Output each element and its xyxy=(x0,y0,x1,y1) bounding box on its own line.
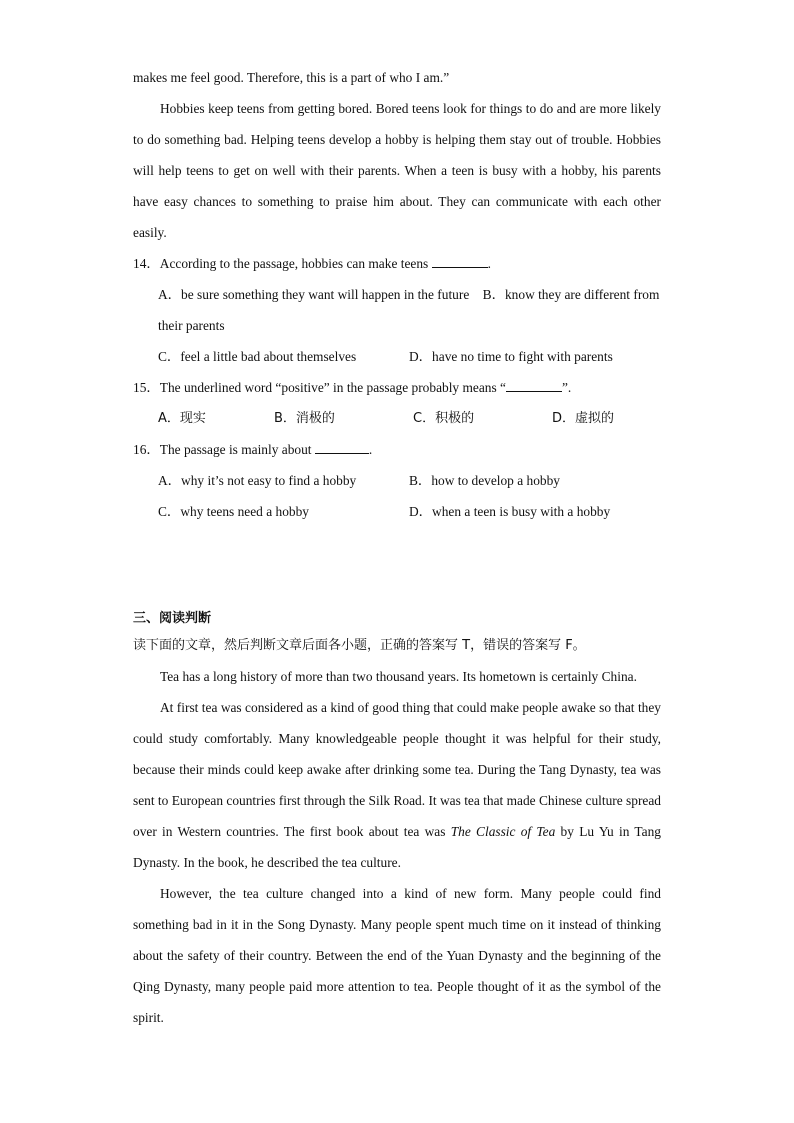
question-stem: The passage is mainly about xyxy=(159,442,312,457)
option-d: D．have no time to fight with parents xyxy=(409,349,613,364)
answer-blank xyxy=(432,254,488,268)
question-stem-end: ”. xyxy=(561,380,572,395)
passage-text: by Lu Yu in Tang Dynasty. In the book, he described the tea culture. xyxy=(133,824,661,870)
passage-paragraph: Hobbies keep teens from getting bored. Bored teens look for things to do and are more likely to do something bad. Helping teens develop a hobby is helping them stay out of trouble. Hobbies will help teens to get on well with their parents. When a teen is busy with a hobby, his parents have easy chances to something to praise him about. They can communicate with each other easily. xyxy=(133,101,661,240)
option-a: A．why it’s not easy to find a hobby xyxy=(158,473,357,488)
option-row xyxy=(133,341,661,372)
option-row xyxy=(133,465,661,496)
question-stem-end: . xyxy=(368,442,373,457)
section-instruction: 读下面的文章，然后判断文章后面各小题，正确的答案写 T，错误的答案写 F。 xyxy=(133,638,586,653)
passage-paragraph: Tea has a long history of more than two thousand years. Its hometown is certainly China. xyxy=(160,669,637,684)
question-stem-end: . xyxy=(487,256,491,271)
question-number: 14． xyxy=(133,256,160,271)
answer-blank xyxy=(506,378,562,392)
question-14 xyxy=(133,248,661,279)
passage-paragraph: However, the tea culture changed into a kind of new form. Many people could find something bad in it in the Song Dynasty. Many people spent much time on it instead of thinking about the safety of their country. Between the end of the Yuan Dynasty and the beginning of the Qing Dynasty, many people paid more attention to tea. People thought of it as the symbol of the spirit. xyxy=(133,886,661,1025)
option-a: A．现实 xyxy=(158,411,206,426)
option-b: B．消极的 xyxy=(274,411,335,426)
option-b: B．how to develop a hobby xyxy=(409,473,560,488)
document-page xyxy=(133,62,661,1033)
answer-blank xyxy=(315,440,369,454)
question-number: 16． xyxy=(133,442,160,457)
option-b: B．know they are different from their parents xyxy=(158,287,660,333)
question-16 xyxy=(133,434,661,465)
question-stem: According to the passage, hobbies can make teens xyxy=(159,256,429,271)
passage-text: At first tea was considered as a kind of good thing that could make people awake so that they could study comfortably. Many knowledgeable people thought it was helpful for their study, because their minds could keep awake after drinking some tea. During the Tang Dynasty, tea was sent to European countries first through the Silk Road. It was tea that made Chinese culture spread over in Western countries. The first book about tea was xyxy=(133,700,661,839)
option-row xyxy=(133,403,661,434)
option-d: D．虚拟的 xyxy=(552,411,615,426)
book-title: The Classic of Tea xyxy=(450,824,556,839)
option-a: A．be sure something they want will happen in the future xyxy=(158,287,470,302)
option-row xyxy=(133,496,661,527)
question-15 xyxy=(133,372,661,403)
question-number: 15． xyxy=(133,380,160,395)
question-stem: The underlined word “positive” in the passage probably means “ xyxy=(159,380,506,395)
section-title: 三、阅读判断 xyxy=(133,611,212,626)
option-d: D．when a teen is busy with a hobby xyxy=(409,504,611,519)
option-c: C．why teens need a hobby xyxy=(158,504,309,519)
option-c: C．积极的 xyxy=(413,411,475,426)
passage-line: makes me feel good. Therefore, this is a part of who I am.” xyxy=(133,70,450,85)
option-c: C．feel a little bad about themselves xyxy=(158,349,357,364)
option-row xyxy=(133,279,661,341)
passage-paragraph xyxy=(133,692,661,878)
